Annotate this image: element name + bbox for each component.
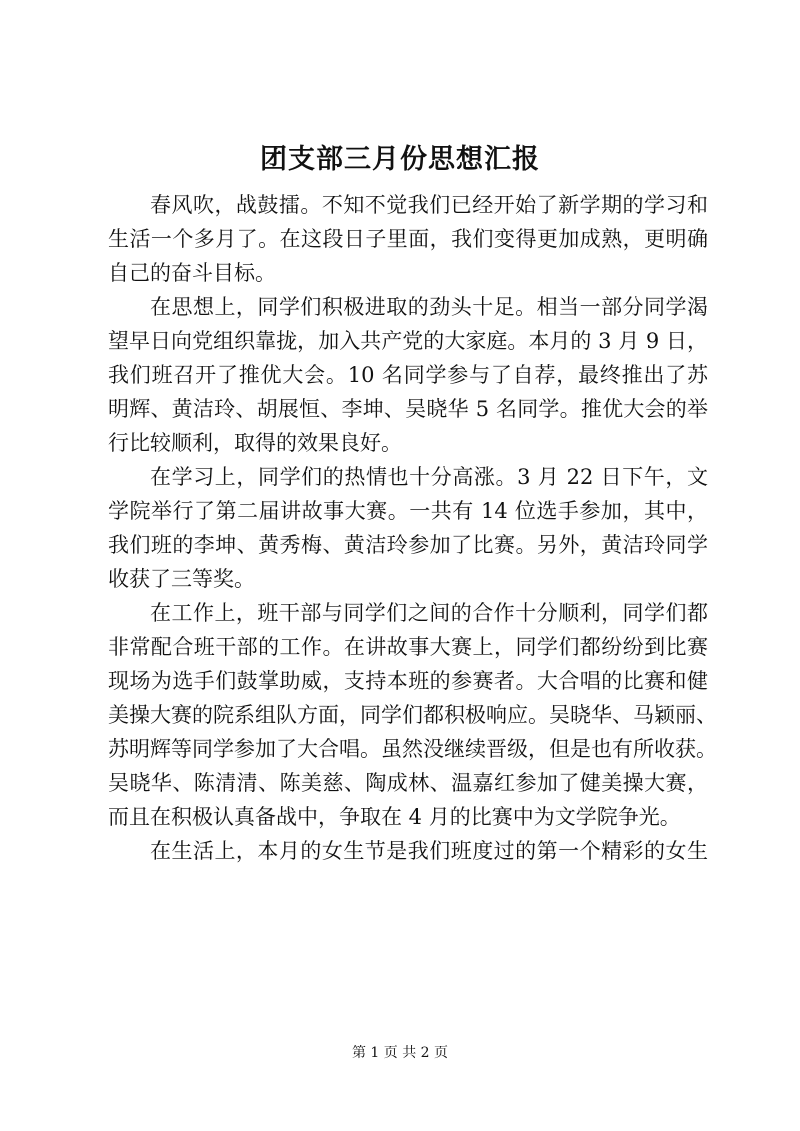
text-line: 现场为选手们鼓掌助威，支持本班的参赛者。大合唱的比赛和健 — [108, 669, 708, 693]
paragraph-1 — [108, 188, 708, 290]
text-line: 明辉、黄洁玲、胡展恒、李坤、吴晓华 5 名同学。推优大会的举 — [108, 397, 708, 421]
paragraph-4 — [108, 596, 717, 834]
text-line: 自己的奋斗目标。 — [108, 261, 276, 285]
text-line: 我们班召开了推优大会。10 名同学参与了自荐，最终推出了苏 — [108, 363, 708, 387]
text-line: 行比较顺利，取得的效果良好。 — [108, 431, 402, 455]
text-line: 收获了三等奖。 — [108, 567, 255, 591]
text-line: 春风吹，战鼓擂。不知不觉我们已经开始了新学期的学习和 — [150, 193, 708, 217]
text-line: 生活一个多月了。在这段日子里面，我们变得更加成熟，更明确 — [108, 227, 708, 251]
text-line: 在思想上，同学们积极进取的劲头十足。相当一部分同学渴 — [150, 295, 708, 319]
text-line: 非常配合班干部的工作。在讲故事大赛上，同学们都纷纷到比赛 — [108, 635, 708, 659]
paragraph-5 — [108, 834, 708, 868]
text-line: 在生活上，本月的女生节是我们班度过的第一个精彩的女生 — [150, 839, 708, 863]
text-line: 望早日向党组织靠拢，加入共产党的大家庭。本月的 3 月 9 日， — [108, 329, 708, 353]
text-line: 苏明辉等同学参加了大合唱。虽然没继续晋级，但是也有所收获。 — [108, 737, 717, 761]
text-line: 我们班的李坤、黄秀梅、黄洁玲参加了比赛。另外，黄洁玲同学 — [108, 533, 708, 557]
page-footer: 第 1 页 共 2 页 — [351, 1045, 449, 1061]
document-body — [108, 188, 717, 868]
text-line: 而且在积极认真备战中，争取在 4 月的比赛中为文学院争光。 — [108, 805, 681, 829]
text-line: 吴晓华、陈清清、陈美慈、陶成林、温嘉红参加了健美操大赛， — [108, 771, 708, 795]
text-line: 在学习上，同学们的热情也十分高涨。3 月 22 日下午，文 — [150, 465, 708, 489]
text-line: 在工作上，班干部与同学们之间的合作十分顺利，同学们都 — [150, 601, 708, 625]
paragraph-2 — [108, 290, 708, 460]
document-title: 团支部三月份思想汇报 — [260, 144, 540, 175]
text-line: 美操大赛的院系组队方面，同学们都积极响应。吴晓华、马颖丽、 — [108, 703, 717, 727]
paragraph-3 — [108, 460, 708, 596]
text-line: 学院举行了第二届讲故事大赛。一共有 14 位选手参加，其中， — [108, 499, 708, 523]
